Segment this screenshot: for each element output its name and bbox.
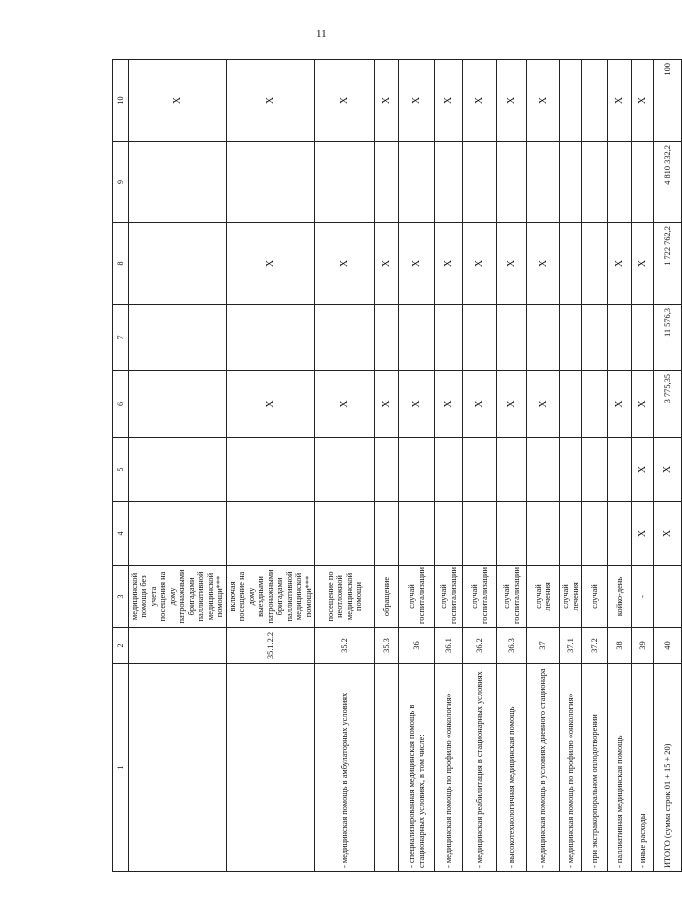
value-cell-6: X: [315, 371, 375, 438]
value-cell-7: [497, 305, 527, 371]
row-label: - иные расходы: [632, 664, 654, 872]
value-cell-9: [435, 142, 463, 223]
value-cell-7: [560, 305, 582, 371]
value-cell-5: [226, 438, 314, 502]
unit-cell: случай: [582, 566, 608, 628]
value-cell-5: [399, 438, 435, 502]
value-cell-6: X: [435, 371, 463, 438]
value-cell-6: X: [608, 371, 632, 438]
header-col-6: 6: [113, 371, 129, 438]
header-col-1: 1: [113, 664, 129, 872]
value-cell-8: X: [375, 223, 399, 305]
row-number: 35.3: [375, 628, 399, 664]
value-cell-4: [315, 502, 375, 566]
row-label: ИТОГО (сумма строк 01 + 15 + 20): [654, 664, 682, 872]
value-cell-5: [375, 438, 399, 502]
unit-cell: случай госпитализации: [463, 566, 497, 628]
row-number: 37.2: [582, 628, 608, 664]
unit-cell: койко-день: [608, 566, 632, 628]
value-cell-9: [463, 142, 497, 223]
value-cell-9: [497, 142, 527, 223]
row-number: 36.2: [463, 628, 497, 664]
value-cell-4: X: [632, 502, 654, 566]
value-cell-5: [527, 438, 560, 502]
value-cell-10: X: [129, 60, 227, 142]
value-cell-9: [226, 142, 314, 223]
value-cell-5: [582, 438, 608, 502]
value-cell-10: X: [527, 60, 560, 142]
value-cell-4: [435, 502, 463, 566]
unit-cell: -: [632, 566, 654, 628]
value-cell-4: [463, 502, 497, 566]
value-cell-9: [527, 142, 560, 223]
value-cell-8: X: [435, 223, 463, 305]
value-cell-10: [560, 60, 582, 142]
value-cell-6: X: [527, 371, 560, 438]
value-cell-5: [497, 438, 527, 502]
value-cell-6: [560, 371, 582, 438]
value-cell-4: X: [654, 502, 682, 566]
value-cell-4: [527, 502, 560, 566]
value-cell-6: X: [375, 371, 399, 438]
table-row: [226, 60, 314, 872]
value-cell-7: [527, 305, 560, 371]
value-cell-8: [560, 223, 582, 305]
value-cell-5: [560, 438, 582, 502]
value-cell-7: [129, 305, 227, 371]
unit-cell: [654, 566, 682, 628]
value-cell-6: X: [497, 371, 527, 438]
value-cell-10: X: [315, 60, 375, 142]
row-label: - медицинская помощь в амбулаторных условиях: [315, 664, 375, 872]
header-col-2: 2: [113, 628, 129, 664]
value-cell-7: [632, 305, 654, 371]
table-row: [129, 60, 227, 872]
value-cell-4: [399, 502, 435, 566]
row-number: 35.1.2.2: [226, 628, 314, 664]
unit-cell: случай лечения: [527, 566, 560, 628]
row-label: - медицинская помощь по профилю «онкология»: [560, 664, 582, 872]
value-cell-4: [129, 502, 227, 566]
table-row: [582, 60, 608, 872]
value-cell-7: [435, 305, 463, 371]
row-label: - при экстракорпоральном оплодотворении: [582, 664, 608, 872]
value-cell-4: [497, 502, 527, 566]
value-cell-9: [632, 142, 654, 223]
header-row: [113, 60, 129, 872]
value-cell-8: X: [608, 223, 632, 305]
value-cell-5: [129, 438, 227, 502]
unit-cell: обращение: [375, 566, 399, 628]
row-number: 39: [632, 628, 654, 664]
value-cell-7: [399, 305, 435, 371]
row-label: - медицинская реабилитация в стационарных условиях: [463, 664, 497, 872]
row-number: 37.1: [560, 628, 582, 664]
table-row: [435, 60, 463, 872]
header-col-7: 7: [113, 305, 129, 371]
value-cell-7: [315, 305, 375, 371]
value-cell-9: [560, 142, 582, 223]
row-number: 36: [399, 628, 435, 664]
unit-cell: случай госпитализации: [399, 566, 435, 628]
table-row: [654, 60, 682, 872]
row-label: [226, 664, 314, 872]
header-col-10: 10: [113, 60, 129, 142]
value-cell-10: X: [375, 60, 399, 142]
row-number: 38: [608, 628, 632, 664]
value-cell-10: 100: [654, 60, 682, 142]
value-cell-8: X: [463, 223, 497, 305]
value-cell-4: [608, 502, 632, 566]
value-cell-5: [608, 438, 632, 502]
value-cell-7: [582, 305, 608, 371]
value-cell-10: X: [435, 60, 463, 142]
unit-cell: медицинской помощи без учета посещения на дому патронажными бригадами паллиативной медицинской помощи***: [129, 566, 227, 628]
table-row: [497, 60, 527, 872]
value-cell-8: X: [497, 223, 527, 305]
value-cell-10: X: [497, 60, 527, 142]
row-number: 36.3: [497, 628, 527, 664]
row-number: 35.2: [315, 628, 375, 664]
value-cell-9: [582, 142, 608, 223]
row-number: [129, 628, 227, 664]
value-cell-8: 1 722 762,2: [654, 223, 682, 305]
value-cell-9: [375, 142, 399, 223]
table-row: [608, 60, 632, 872]
table-row: [399, 60, 435, 872]
row-number: 40: [654, 628, 682, 664]
value-cell-10: X: [226, 60, 314, 142]
value-cell-10: [582, 60, 608, 142]
unit-cell: включая посещение на дому выездными патронажными бригадами паллиативной медицинской помощи***: [226, 566, 314, 628]
value-cell-8: X: [399, 223, 435, 305]
header-col-9: 9: [113, 142, 129, 223]
value-cell-9: [608, 142, 632, 223]
value-cell-9: [399, 142, 435, 223]
value-cell-10: X: [608, 60, 632, 142]
value-cell-5: [435, 438, 463, 502]
value-cell-8: X: [315, 223, 375, 305]
table-row: [315, 60, 375, 872]
value-cell-4: [226, 502, 314, 566]
row-label: - медицинская помощь в условиях дневного стационара: [527, 664, 560, 872]
value-cell-9: [129, 142, 227, 223]
value-cell-7: [226, 305, 314, 371]
table-row: [463, 60, 497, 872]
table-row: [527, 60, 560, 872]
value-cell-5: [315, 438, 375, 502]
header-col-5: 5: [113, 438, 129, 502]
header-col-8: 8: [113, 223, 129, 305]
value-cell-8: X: [527, 223, 560, 305]
value-cell-4: [560, 502, 582, 566]
value-cell-4: [582, 502, 608, 566]
value-cell-10: X: [632, 60, 654, 142]
value-cell-6: [129, 371, 227, 438]
row-label: - высокотехнологичная медицинская помощь: [497, 664, 527, 872]
value-cell-10: X: [463, 60, 497, 142]
unit-cell: случай госпитализации: [497, 566, 527, 628]
rotated-table-sheet: [112, 60, 674, 872]
row-label: [129, 664, 227, 872]
table-row: [375, 60, 399, 872]
header-col-3: 3: [113, 566, 129, 628]
value-cell-5: [463, 438, 497, 502]
value-cell-8: [129, 223, 227, 305]
row-number: 36.1: [435, 628, 463, 664]
header-col-4: 4: [113, 502, 129, 566]
row-label: - медицинская помощь по профилю «онкология»: [435, 664, 463, 872]
value-cell-8: X: [632, 223, 654, 305]
value-cell-8: X: [226, 223, 314, 305]
unit-cell: посещение по неотложной медицинской помощи: [315, 566, 375, 628]
value-cell-10: X: [399, 60, 435, 142]
value-cell-9: 4 810 332,2: [654, 142, 682, 223]
page-number: 11: [316, 28, 327, 40]
value-cell-7: [463, 305, 497, 371]
financing-table: [112, 59, 682, 872]
row-label: [375, 664, 399, 872]
value-cell-5: X: [632, 438, 654, 502]
table-row: [560, 60, 582, 872]
unit-cell: случай лечения: [560, 566, 582, 628]
value-cell-6: X: [632, 371, 654, 438]
value-cell-7: 11 576,3: [654, 305, 682, 371]
table-row: [632, 60, 654, 872]
value-cell-4: [375, 502, 399, 566]
row-number: 37: [527, 628, 560, 664]
value-cell-7: [608, 305, 632, 371]
value-cell-6: X: [399, 371, 435, 438]
value-cell-7: [375, 305, 399, 371]
row-label: - специализированная медицинская помощь в стационарных условиях, в том числе:: [399, 664, 435, 872]
value-cell-5: X: [654, 438, 682, 502]
unit-cell: случай госпитализации: [435, 566, 463, 628]
value-cell-6: 3 775,35: [654, 371, 682, 438]
value-cell-6: [582, 371, 608, 438]
value-cell-8: [582, 223, 608, 305]
value-cell-6: X: [463, 371, 497, 438]
value-cell-9: [315, 142, 375, 223]
row-label: - паллиативная медицинская помощь: [608, 664, 632, 872]
value-cell-6: X: [226, 371, 314, 438]
